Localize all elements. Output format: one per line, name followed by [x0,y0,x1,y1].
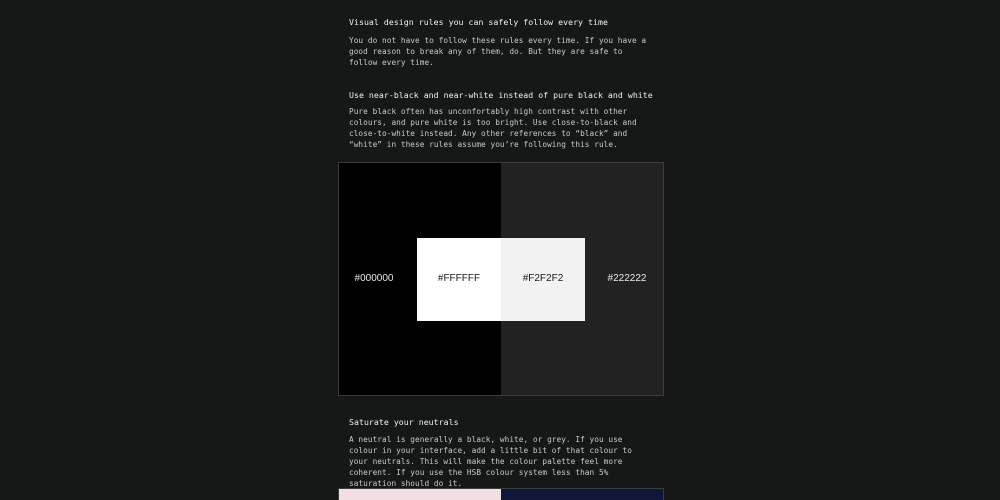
section-body-rules-intro: You do not have to follow these rules every time. If you have a good reason to break any of them, do. But they are safe to follow every time. [349,36,647,67]
section-body-near-black: Pure black often has unconfortably high contrast with other colours, and pure white is too bright. Use close-to-black and close-to-white instead. Any other references to “black” and “white” in these rules assume you’re following this rule. [349,107,637,149]
colour-swatch-figure [338,162,664,396]
swatch-tinted-dark [501,489,663,500]
section-heading-saturate-neutrals: Saturate your neutrals [349,417,459,427]
swatch-tinted-light [339,489,501,500]
swatch-label-near-white: #F2F2F2 [522,273,564,284]
swatch-label-white: #FFFFFF [437,273,481,284]
section-heading-rules-intro: Visual design rules you can safely follow every time [349,17,608,27]
section-body-saturate-neutrals: A neutral is generally a black, white, or grey. If you use colour in your interface, add a little bit of that colour to your neutrals. This will make the colour palette feel more coherent. If you use the HSB colour system less than 5% saturation should do it. [349,435,632,488]
saturated-neutrals-figure [338,488,664,500]
swatch-label-black: #000000 [354,273,394,284]
section-heading-near-black: Use near-black and near-white instead of pure black and white [349,90,653,100]
swatch-label-near-black: #222222 [607,273,647,284]
